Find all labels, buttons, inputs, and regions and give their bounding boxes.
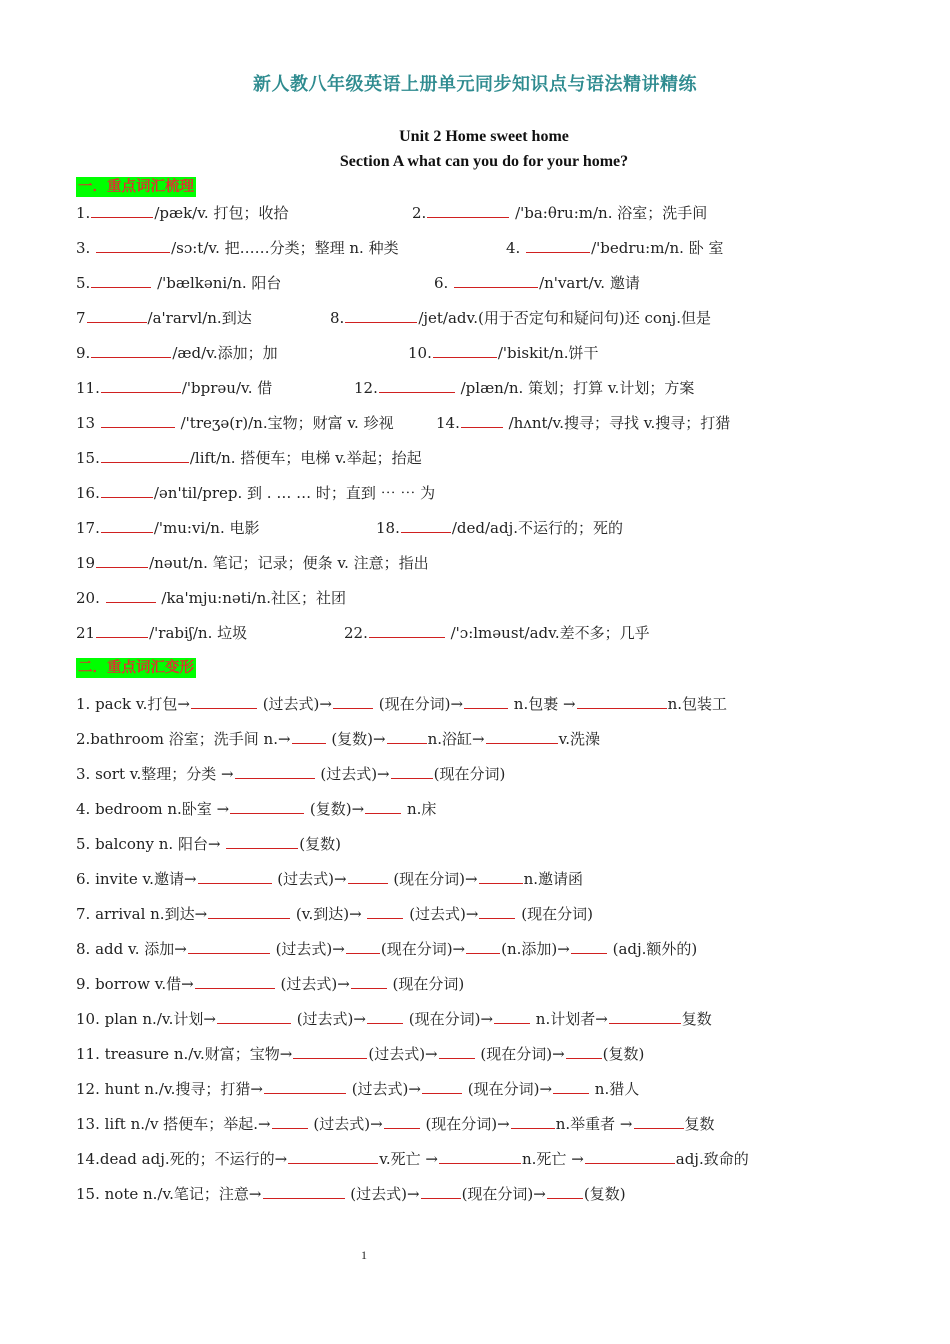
answer-blank[interactable] xyxy=(263,1183,345,1199)
answer-blank[interactable] xyxy=(427,202,509,218)
answer-blank[interactable] xyxy=(369,622,445,638)
answer-blank[interactable] xyxy=(195,973,275,989)
word-form-line-11: 11. treasure n./v.财富；宝物→ (过去式)→ (现在分词)→ (复数) xyxy=(76,1045,645,1063)
word-form-line-9: 9. borrow v.借→ (过去式)→ (现在分词) xyxy=(76,975,465,993)
answer-blank[interactable] xyxy=(226,833,298,849)
section1-heading: 一．重点词汇梳理 xyxy=(78,179,194,195)
answer-blank[interactable] xyxy=(439,1148,521,1164)
answer-blank[interactable] xyxy=(198,868,272,884)
vocab-item-13: 13 /'treʒə(r)/n.宝物；财富 v. 珍视 xyxy=(76,414,394,432)
vocab-item-12: 12. /plæn/n. 策划；打算 v.计划；方案 xyxy=(354,379,695,397)
answer-blank[interactable] xyxy=(566,1043,602,1059)
answer-blank[interactable] xyxy=(585,1148,675,1164)
answer-blank[interactable] xyxy=(208,903,290,919)
answer-blank[interactable] xyxy=(292,728,326,744)
answer-blank[interactable] xyxy=(217,1008,291,1024)
vocab-item-22: 22. /'ɔ:lməust/adv.差不多；几乎 xyxy=(344,624,650,642)
word-form-line-6: 6. invite v.邀请→ (过去式)→ (现在分词)→ n.邀请函 xyxy=(76,870,584,888)
vocab-item-4: 4. /'bedru:m/n. 卧 室 xyxy=(506,239,724,257)
answer-blank[interactable] xyxy=(526,237,590,253)
vocab-item-10: 10. /'biskit/n.饼干 xyxy=(408,344,599,362)
document-title: 新人教八年级英语上册单元同步知识点与语法精讲精练 xyxy=(253,74,697,95)
vocab-item-8: 8. /jet/adv.(用于否定句和疑问句)还 conj.但是 xyxy=(330,309,711,327)
word-form-line-5: 5. balcony n. 阳台→ (复数) xyxy=(76,835,342,853)
answer-blank[interactable] xyxy=(101,412,175,428)
answer-blank[interactable] xyxy=(494,1008,530,1024)
answer-blank[interactable] xyxy=(367,1008,403,1024)
answer-blank[interactable] xyxy=(609,1008,681,1024)
word-form-line-4: 4. bedroom n.卧室 → (复数)→ n.床 xyxy=(76,800,437,818)
answer-blank[interactable] xyxy=(634,1113,684,1129)
vocab-item-2: 2. /'ba:θru:m/n. 浴室；洗手间 xyxy=(412,204,708,222)
vocab-item-18: 18. /ded/adj.不运行的；死的 xyxy=(376,519,624,537)
answer-blank[interactable] xyxy=(384,1113,420,1129)
answer-blank[interactable] xyxy=(96,237,170,253)
word-form-line-8: 8. add v. 添加→ (过去式)→ (现在分词)→ (n.添加)→ (adj.额外的) xyxy=(76,940,698,958)
answer-blank[interactable] xyxy=(333,693,373,709)
vocab-item-15: 15. /lift/n. 搭便车；电梯 v.举起；抬起 xyxy=(76,449,422,467)
page-number: 1 xyxy=(361,1248,367,1262)
vocab-item-11: 11. /'bprəu/v. 借 xyxy=(76,379,273,397)
word-form-line-14: 14.dead adj.死的；不运行的→ v.死亡 → n.死亡 → adj.致命的 xyxy=(76,1150,749,1168)
vocab-item-6: 6. /n'vart/v. 邀请 xyxy=(434,274,640,292)
answer-blank[interactable] xyxy=(101,377,181,393)
answer-blank[interactable] xyxy=(511,1113,555,1129)
answer-blank[interactable] xyxy=(571,938,607,954)
answer-blank[interactable] xyxy=(348,868,388,884)
word-form-line-1: 1. pack v.打包→ (过去式)→ (现在分词)→ n.包裹 → n.包装工 xyxy=(76,695,727,713)
answer-blank[interactable] xyxy=(577,693,667,709)
answer-blank[interactable] xyxy=(91,272,151,288)
word-form-line-12: 12. hunt n./v.搜寻；打猎→ (过去式)→ (现在分词)→ n.猎人 xyxy=(76,1080,640,1098)
vocab-item-7: 7 /a'rarvl/n.到达 xyxy=(76,309,252,327)
answer-blank[interactable] xyxy=(101,517,153,533)
answer-blank[interactable] xyxy=(464,693,508,709)
answer-blank[interactable] xyxy=(191,693,257,709)
answer-blank[interactable] xyxy=(230,798,304,814)
answer-blank[interactable] xyxy=(235,763,315,779)
answer-blank[interactable] xyxy=(188,938,270,954)
answer-blank[interactable] xyxy=(96,552,148,568)
answer-blank[interactable] xyxy=(293,1043,367,1059)
answer-blank[interactable] xyxy=(479,903,515,919)
answer-blank[interactable] xyxy=(486,728,558,744)
answer-blank[interactable] xyxy=(288,1148,378,1164)
answer-blank[interactable] xyxy=(345,307,417,323)
answer-blank[interactable] xyxy=(101,447,189,463)
answer-blank[interactable] xyxy=(96,622,148,638)
answer-blank[interactable] xyxy=(422,1078,462,1094)
answer-blank[interactable] xyxy=(421,1183,461,1199)
word-form-line-10: 10. plan n./v.计划→ (过去式)→ (现在分词)→ n.计划者→ 复数 xyxy=(76,1010,712,1028)
word-form-line-2: 2.bathroom 浴室；洗手间 n.→ (复数)→ n.浴缸→ v.洗澡 xyxy=(76,730,601,748)
answer-blank[interactable] xyxy=(466,938,500,954)
vocab-item-9: 9. /æd/v.添加；加 xyxy=(76,344,278,362)
unit-title: Unit 2 Home sweet home xyxy=(399,128,569,145)
vocab-item-20: 20. /ka'mju:nəti/n.社区；社团 xyxy=(76,589,347,607)
answer-blank[interactable] xyxy=(351,973,387,989)
vocab-item-3: 3. /sɔ:t/v. 把……分类；整理 n. 种类 xyxy=(76,239,399,257)
vocab-item-17: 17. /'mu:vi/n. 电影 xyxy=(76,519,260,537)
answer-blank[interactable] xyxy=(433,342,497,358)
section-title: Section A what can you do for your home? xyxy=(339,153,629,170)
answer-blank[interactable] xyxy=(439,1043,475,1059)
answer-blank[interactable] xyxy=(391,763,433,779)
vocab-item-5: 5. /'bælkəni/n. 阳台 xyxy=(76,274,282,292)
answer-blank[interactable] xyxy=(547,1183,583,1199)
answer-blank[interactable] xyxy=(553,1078,589,1094)
word-form-line-7: 7. arrival n.到达→ (v.到达)→ (过去式)→ (现在分词) xyxy=(76,905,593,923)
answer-blank[interactable] xyxy=(264,1078,346,1094)
answer-blank[interactable] xyxy=(91,342,171,358)
section2-heading: 二．重点词汇变形 xyxy=(78,660,194,676)
vocab-item-16: 16. /ən'til/prep. 到 . … … 时；直到 ⋯ ⋯ 为 xyxy=(76,484,436,502)
answer-blank[interactable] xyxy=(379,377,455,393)
word-form-line-15: 15. note n./v.笔记；注意→ (过去式)→ (现在分词)→ (复数) xyxy=(76,1185,626,1203)
answer-blank[interactable] xyxy=(101,482,153,498)
answer-blank[interactable] xyxy=(87,307,147,323)
word-form-line-13: 13. lift n./v 搭便车；举起.→ (过去式)→ (现在分词)→ n.举重者 → 复数 xyxy=(76,1115,715,1133)
answer-blank[interactable] xyxy=(479,868,523,884)
word-form-line-3: 3. sort v.整理；分类 → (过去式)→ (现在分词) xyxy=(76,765,506,783)
vocab-item-1: 1. /pæk/v. 打包；收拾 xyxy=(76,204,289,222)
vocab-item-14: 14. /hʌnt/v.搜寻；寻找 v.搜寻；打猎 xyxy=(436,414,731,432)
answer-blank[interactable] xyxy=(106,587,156,603)
vocab-item-19: 19 /nəut/n. 笔记；记录；便条 v. 注意；指出 xyxy=(76,554,429,572)
answer-blank[interactable] xyxy=(401,517,451,533)
answer-blank[interactable] xyxy=(387,728,427,744)
answer-blank[interactable] xyxy=(461,412,503,428)
answer-blank[interactable] xyxy=(346,938,380,954)
answer-blank[interactable] xyxy=(367,903,403,919)
answer-blank[interactable] xyxy=(272,1113,308,1129)
vocab-item-21: 21 /'rabiʃ/n. 垃圾 xyxy=(76,624,248,642)
answer-blank[interactable] xyxy=(454,272,538,288)
answer-blank[interactable] xyxy=(365,798,401,814)
answer-blank[interactable] xyxy=(91,202,153,218)
